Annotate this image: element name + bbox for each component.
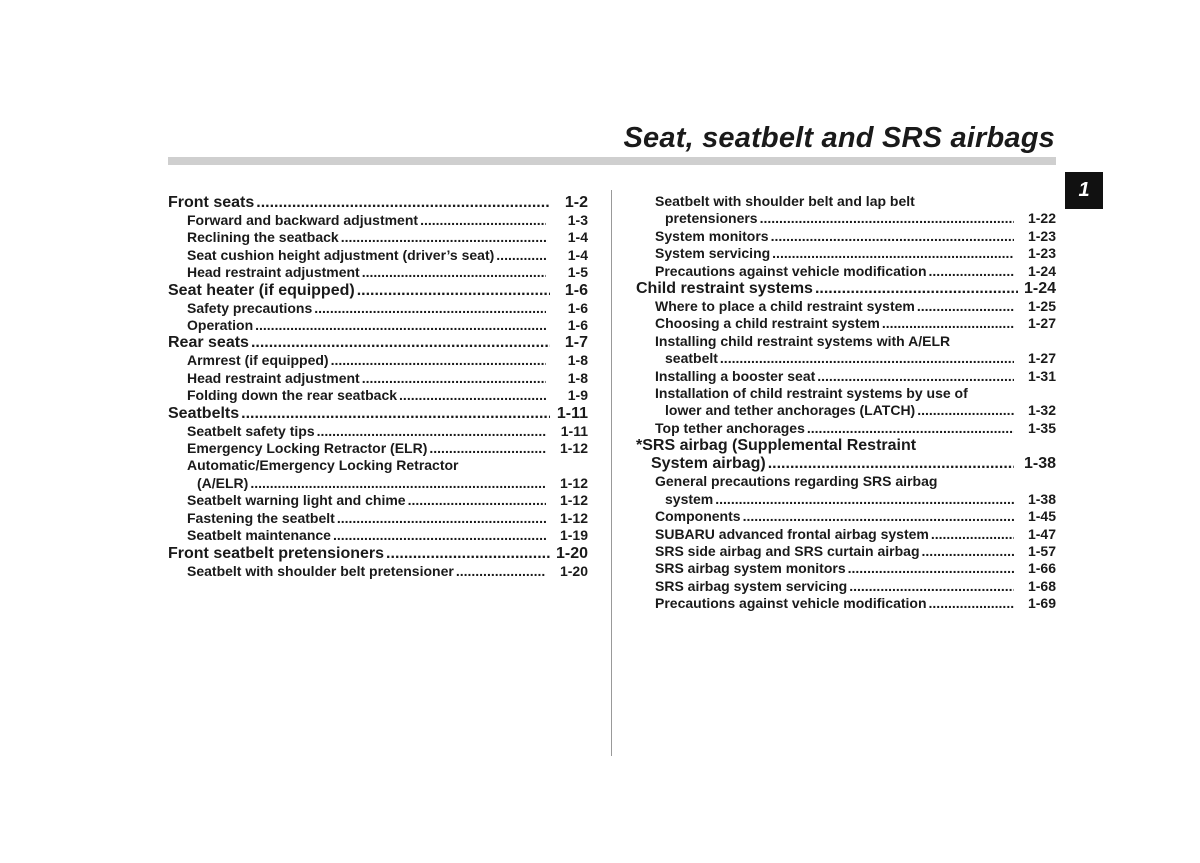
dot-leader: [357, 282, 550, 300]
toc-page-number: 1-6: [567, 317, 588, 334]
toc-page-number: 1-8: [567, 369, 588, 386]
toc-entry-front-seats[interactable]: [168, 194, 588, 212]
toc-entry-title: Forward and backward adjustment: [187, 212, 419, 228]
dot-leader: [715, 491, 1014, 508]
dot-leader: [496, 247, 546, 264]
toc-entry-title-line1: *SRS airbag (Supplemental Restraint: [636, 437, 917, 455]
toc-entry-title: Emergency Locking Retractor (ELR): [187, 440, 428, 457]
toc-entry-title: System airbag): [651, 455, 766, 473]
toc-entry-seat-heater-if-equipped[interactable]: [168, 282, 588, 300]
toc-entry-seatbelt-safety-tips[interactable]: [168, 423, 588, 440]
dot-leader: [333, 527, 546, 544]
toc-page-number: 1-45: [1027, 508, 1056, 525]
toc-entry-where-to-place-a-child-restraint-system[interactable]: [636, 298, 1056, 315]
toc-entry-title: SRS side airbag and SRS curtain airbag: [655, 542, 920, 559]
dot-leader: [929, 595, 1014, 612]
toc-page-number: 1-47: [1027, 525, 1056, 542]
chapter-tab[interactable]: 1: [1065, 172, 1103, 209]
dot-leader: [929, 263, 1014, 280]
toc-entry-title-line1: Installation of child restraint systems by use of: [655, 385, 968, 402]
toc-entry-title: System servicing: [655, 245, 771, 262]
toc-entry-head-restraint-adjustment[interactable]: [168, 264, 588, 281]
toc-page-number: 1-4: [567, 246, 588, 263]
toc-page-number: 1-9: [567, 387, 588, 404]
toc-entry-head-restraint-adjustment[interactable]: [168, 370, 588, 387]
toc-entry-title: Choosing a child restraint system: [655, 315, 880, 332]
toc-page-number: 1-6: [567, 299, 588, 316]
toc-page-number: 1-8: [567, 352, 588, 369]
toc-entry-title: Precautions against vehicle modification: [655, 262, 927, 279]
toc-entry-srs-airbag-system-servicing[interactable]: [636, 578, 1056, 595]
toc-page-number: 1-68: [1027, 577, 1056, 594]
toc-page-number: 1-57: [1027, 542, 1056, 559]
toc-entry-title-line1: Seatbelt with shoulder belt and lap belt: [655, 193, 915, 209]
toc-entry-system-servicing[interactable]: [636, 245, 1056, 262]
dot-leader: [807, 420, 1014, 437]
dot-leader: [817, 368, 1014, 385]
dot-leader: [314, 300, 546, 317]
toc-page-number: 1-24: [1027, 262, 1056, 279]
dot-leader: [241, 405, 550, 423]
dot-leader: [362, 370, 546, 387]
dot-leader: [362, 264, 546, 281]
toc-entry-title: Child restraint systems: [636, 280, 813, 298]
toc-entry-rear-seats[interactable]: [168, 334, 588, 352]
toc-entry-folding-down-the-rear-seatback[interactable]: [168, 387, 588, 404]
toc-page-number: 1-20: [559, 562, 588, 579]
toc-page-number: 1-23: [1027, 245, 1056, 262]
toc-entry-title: Armrest (if equipped): [187, 352, 329, 369]
toc-entry-title: Head restraint adjustment: [187, 264, 360, 281]
dot-leader: [922, 543, 1014, 560]
toc-entry-installing-a-booster-seat[interactable]: [636, 368, 1056, 385]
toc-entry-reclining-the-seatback[interactable]: [168, 229, 588, 246]
toc-entry-title: Front seats: [168, 194, 255, 211]
dot-leader: [720, 350, 1014, 367]
dot-leader: [456, 563, 546, 580]
toc-entry-title: Seat cushion height adjustment (driver’s seat): [187, 246, 495, 263]
toc-entry-srs-airbag-supplemental-restraint-system-airbag[interactable]: [636, 437, 1056, 473]
dot-leader: [337, 510, 546, 527]
dot-leader: [917, 402, 1014, 419]
toc-entry-seatbelt-with-shoulder-belt-and-lap-belt-pretensioners[interactable]: [636, 193, 1056, 228]
toc-entry-automatic-emergency-locking-retractor-a-elr[interactable]: [168, 457, 588, 492]
toc-entry-components[interactable]: [636, 508, 1056, 525]
toc-entry-title: Seatbelt maintenance: [187, 527, 331, 544]
toc-page-number: 1-19: [559, 527, 588, 544]
toc-page-number: 1-11: [556, 404, 588, 422]
toc-entry-emergency-locking-retractor-elr[interactable]: [168, 440, 588, 457]
toc-page-number: 1-38: [1027, 490, 1056, 507]
toc-entry-title: Seatbelt with shoulder belt pretensioner: [187, 562, 454, 579]
toc-page-number: 1-12: [559, 440, 588, 457]
dot-leader: [848, 560, 1014, 577]
toc-entry-safety-precautions[interactable]: [168, 300, 588, 317]
toc-entry-seatbelt-maintenance[interactable]: [168, 527, 588, 544]
toc-entry-fastening-the-seatbelt[interactable]: [168, 510, 588, 527]
dot-leader: [386, 545, 550, 563]
toc-entry-title: Seatbelt safety tips: [187, 422, 315, 439]
toc-entry-title: Installing a booster seat: [655, 367, 816, 384]
dot-leader: [255, 317, 546, 334]
toc-page-number: 1-11: [560, 422, 588, 439]
toc-entry-srs-side-airbag-and-srs-curtain-airbag[interactable]: [636, 543, 1056, 560]
toc-column-right: [636, 193, 1056, 613]
toc-page-number: 1-27: [1027, 315, 1056, 332]
toc-page-number: 1-20: [555, 544, 588, 562]
toc-page-number: 1-4: [567, 229, 588, 246]
dot-leader: [768, 455, 1014, 473]
title-underline: [168, 157, 1056, 165]
toc-entry-title: Top tether anchorages: [655, 419, 805, 436]
toc-entry-subaru-advanced-frontal-airbag-system[interactable]: [636, 526, 1056, 543]
toc-entry-title: Folding down the rear seatback: [187, 387, 398, 404]
dot-leader: [399, 387, 546, 404]
toc-page-number: 1-25: [1027, 298, 1056, 315]
toc-entry-title: Where to place a child restraint system: [655, 298, 915, 315]
toc-entry-seatbelts[interactable]: [168, 405, 588, 423]
toc-entry-title: Precautions against vehicle modification: [655, 595, 927, 612]
dot-leader: [882, 315, 1014, 332]
toc-entry-forward-and-backward-adjustment[interactable]: [168, 212, 588, 229]
toc-entry-armrest-if-equipped[interactable]: [168, 352, 588, 369]
toc-entry-title: Front seatbelt pretensioners: [168, 544, 385, 562]
toc-entry-title: System monitors: [655, 227, 769, 244]
dot-leader: [408, 492, 546, 509]
dot-leader: [760, 210, 1014, 227]
toc-page-number: 1-66: [1027, 560, 1056, 577]
toc-entry-title: Components: [655, 508, 741, 525]
toc-entry-title: pretensioners: [665, 210, 758, 227]
toc-entry-title-line1: General precautions regarding SRS airbag: [655, 473, 938, 490]
toc-entry-title: lower and tether anchorages (LATCH): [665, 402, 916, 419]
toc-page-number: 1-27: [1027, 350, 1056, 367]
dot-leader: [743, 508, 1014, 525]
dot-leader: [317, 423, 546, 440]
toc-page-number: 1-5: [567, 264, 588, 281]
toc-page-number: 1-12: [559, 492, 588, 509]
toc-page-number: 1-12: [559, 474, 588, 491]
dot-leader: [251, 334, 550, 352]
dot-leader: [849, 578, 1014, 595]
toc-entry-title: Seatbelt warning light and chime: [187, 492, 406, 509]
toc-page-number: 1-23: [1027, 227, 1056, 244]
toc-entry-title: Safety precautions: [187, 299, 313, 316]
toc-entry-child-restraint-systems[interactable]: [636, 280, 1056, 298]
toc-entry-title: system: [665, 490, 714, 507]
toc-page-number: 1-7: [564, 334, 588, 352]
toc-page-number: 1-31: [1027, 367, 1056, 384]
toc-entry-title: Rear seats: [168, 334, 249, 352]
toc-entry-top-tether-anchorages[interactable]: [636, 420, 1056, 437]
toc-entry-title: SRS airbag system servicing: [655, 577, 848, 594]
toc-entry-installation-of-child-restraint-systems-by-use-of-lower-and-tether-anchorages-latch[interactable]: [636, 385, 1056, 420]
dot-leader: [420, 212, 546, 229]
toc-page-number: 1-24: [1023, 280, 1056, 298]
toc-page-number: 1-2: [564, 194, 588, 211]
toc-entry-seatbelt-warning-light-and-chime[interactable]: [168, 492, 588, 509]
toc-entry-seatbelt-with-shoulder-belt-pretensioner[interactable]: [168, 563, 588, 580]
page-title: Seat, seatbelt and SRS airbags: [623, 122, 1055, 154]
toc-entry-title: SRS airbag system monitors: [655, 560, 846, 577]
dot-leader: [917, 298, 1014, 315]
toc-page-number: 1-12: [559, 509, 588, 526]
toc-page-number: 1-38: [1023, 455, 1056, 473]
toc-entry-installing-child-restraint-systems-with-a-elr-seatbelt[interactable]: [636, 333, 1056, 368]
toc-entry-choosing-a-child-restraint-system[interactable]: [636, 315, 1056, 332]
toc-entry-title-line1: Installing child restraint systems with A/ELR: [655, 332, 951, 349]
toc-page-number: 1-35: [1027, 419, 1056, 436]
toc-page-number: 1-22: [1027, 210, 1056, 227]
dot-leader: [815, 280, 1018, 298]
toc-entry-title: (A/ELR): [197, 474, 249, 491]
toc-entry-title: seatbelt: [665, 350, 718, 367]
toc-entry-title: Seat heater (if equipped): [168, 281, 355, 299]
toc-page-number: 1-69: [1027, 595, 1056, 612]
toc-entry-title: Seatbelts: [168, 404, 240, 422]
toc-entry-seat-cushion-height-adjustment-driver-s-seat[interactable]: [168, 247, 588, 264]
toc-entry-title-line1: Automatic/Emergency Locking Retractor: [187, 457, 459, 474]
toc-entry-title: Operation: [187, 317, 254, 334]
toc-entry-title: SUBARU advanced frontal airbag system: [655, 525, 929, 542]
toc-entry-system-monitors[interactable]: [636, 228, 1056, 245]
toc-page-number: 1-6: [564, 281, 588, 299]
toc-entry-precautions-against-vehicle-modification[interactable]: [636, 263, 1056, 280]
toc-entry-front-seatbelt-pretensioners[interactable]: [168, 545, 588, 563]
toc-entry-general-precautions-regarding-srs-airbag-system[interactable]: [636, 473, 1056, 508]
toc-page-number: 1-32: [1027, 402, 1056, 419]
dot-leader: [931, 526, 1014, 543]
dot-leader: [429, 440, 546, 457]
dot-leader: [331, 352, 546, 369]
dot-leader: [256, 194, 550, 212]
toc-entry-precautions-against-vehicle-modification[interactable]: [636, 595, 1056, 612]
column-divider: [611, 190, 612, 756]
toc-entry-title: Fastening the seatbelt: [187, 509, 335, 526]
toc-entry-srs-airbag-system-monitors[interactable]: [636, 560, 1056, 577]
dot-leader: [250, 475, 546, 492]
dot-leader: [771, 228, 1014, 245]
toc-page-number: 1-3: [567, 212, 588, 228]
toc-entry-title: Reclining the seatback: [187, 229, 339, 246]
dot-leader: [772, 245, 1014, 262]
dot-leader: [341, 229, 546, 246]
toc-entry-operation[interactable]: [168, 317, 588, 334]
toc-entry-title: Head restraint adjustment: [187, 369, 360, 386]
toc-column-left: [168, 194, 588, 580]
